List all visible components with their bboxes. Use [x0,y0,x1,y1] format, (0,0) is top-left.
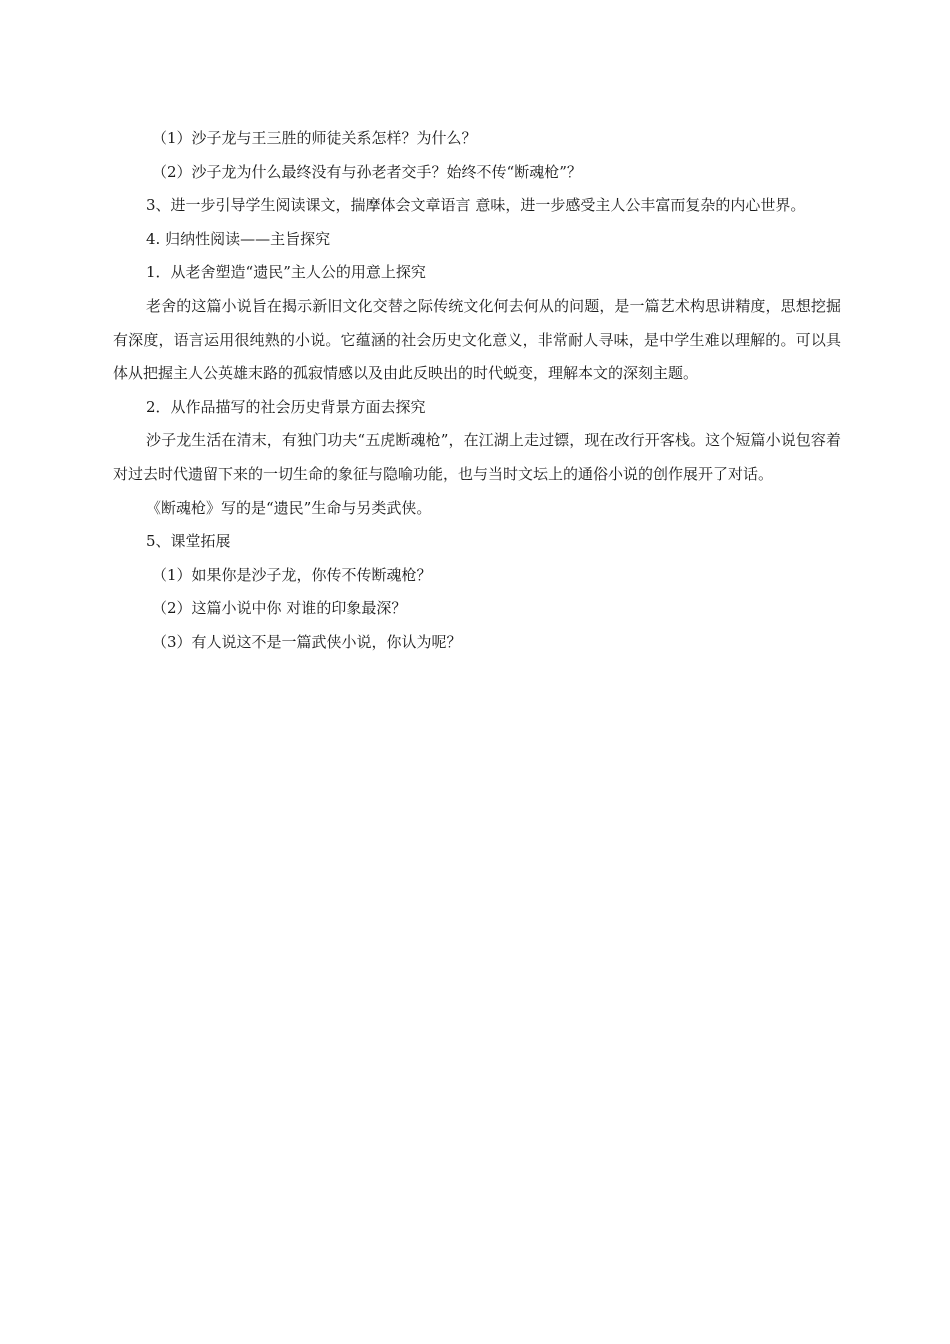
section-2-heading: 2．从作品描写的社会历史背景方面去探究 [146,397,426,416]
extension-question-2: （2）这篇小说中你 对谁的印象最深？ [152,599,407,618]
section-1-heading: 1．从老舍塑造“遗民”主人公的用意上探究 [146,263,426,282]
extension-question-1: （1）如果你是沙子龙，你传不传断魂枪？ [152,565,432,584]
document-page [113,122,841,660]
step-3-paragraph: 3、进一步引导学生阅读课文，揣摩体会文章语言 意味，进一步感受主人公丰富而复杂的内心世界。 [146,196,806,215]
step-5-heading: 5、课堂拓展 [146,532,231,551]
section-1-paragraph: 老舍的这篇小说旨在揭示新旧文化交替之际传统文化何去何从的问题，是一篇艺术构思讲精度，思想挖掘有深度，语言运用很纯熟的小说。它蕴涵的社会历史文化意义，非常耐人寻味，是中学生难以理解的。可以具体从把握主人公英雄末路的孤寂情感以及由此反映出的时代蜕变，理解本文的深刻主题。 [113,296,841,383]
section-2-paragraph: 沙子龙生活在清末，有独门功夫“五虎断魂枪”，在江湖上走过镖，现在改行开客栈。这个短篇小说包容着对过去时代遗留下来的一切生命的象征与隐喻功能，也与当时文坛上的通俗小说的创作展开了对话。 [113,431,841,483]
summary-line: 《断魂枪》写的是“遗民”生命与另类武侠。 [146,498,432,517]
extension-question-3: （3）有人说这不是一篇武侠小说，你认为呢？ [152,632,462,651]
step-4-heading: 4. 归纳性阅读——主旨探究 [146,229,331,248]
question-2-line: （2）沙子龙为什么最终没有与孙老者交手？始终不传“断魂枪”？ [152,162,582,181]
question-1-line: （1）沙子龙与王三胜的师徒关系怎样？为什么？ [152,129,477,147]
